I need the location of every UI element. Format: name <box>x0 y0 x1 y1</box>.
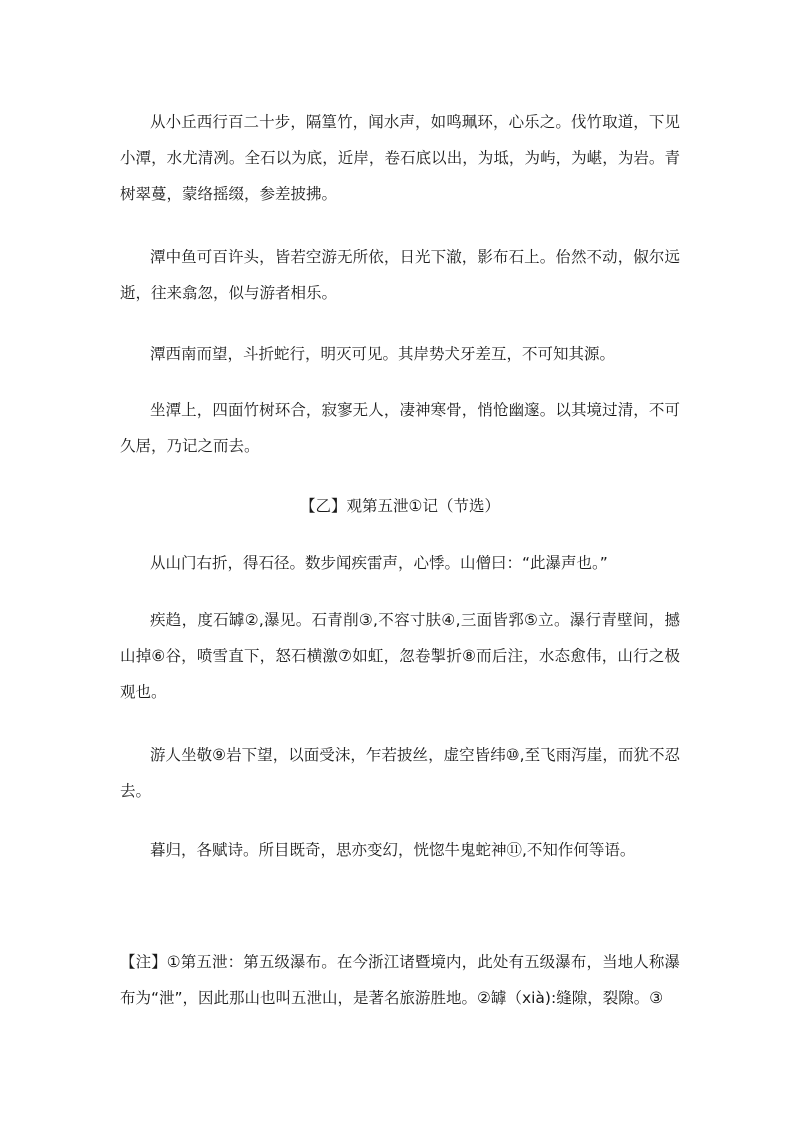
footnote: 【注】①第五泄：第五级瀑布。在今浙江诸暨境内，此处有五级瀑布，当地人称瀑布为“泄”，因此那山也叫五泄山，是著名旅游胜地。②罅（xià):缝隙，裂隙。③ <box>120 953 680 1007</box>
jia-paragraph-2: 潭中鱼可百许头，皆若空游无所依，日光下澈，影布石上。佁然不动，俶尔远逝，往来翕忽，似与游者相乐。 <box>120 248 680 302</box>
yi-paragraph-3: 游人坐敬⑨岩下望，以面受沫，乍若披丝，虚空皆纬⑩,至飞雨泻崖，而犹不忍去。 <box>120 746 680 800</box>
yi-paragraph-4: 暮归，各赋诗。所目既奇，思亦变幻，恍惚牛鬼蛇神⑪,不知作何等语。 <box>150 841 636 859</box>
jia-paragraph-3: 潭西南而望，斗折蛇行，明灭可见。其岸势犬牙差互，不可知其源。 <box>150 345 616 363</box>
yi-paragraph-1: 从山门右折，得石径。数步闻疾雷声，心悸。山僧曰：“此瀑声也。” <box>150 554 608 572</box>
jia-paragraph-1: 从小丘西行百二十步，隔篁竹，闻水声，如鸣珮环，心乐之。伐竹取道，下见小潭，水尤清冽。全石以为底，近岸，卷石底以出，为坻，为屿，为嵁，为岩。青树翠蔓，蒙络摇缀，参差披拂。 <box>120 113 680 203</box>
yi-heading: 【乙】观第五泄①记（节选） <box>300 497 500 515</box>
jia-paragraph-4: 坐潭上，四面竹树环合，寂寥无人，凄神寒骨，悄怆幽邃。以其境过清，不可久居，乃记之而去。 <box>120 401 680 455</box>
yi-paragraph-2: 疾趋，度石罅②,瀑见。石青削③,不容寸肤④,三面皆郛⑤立。瀑行青壁间，撼山掉⑥谷，喷雪直下，怒石横激⑦如虹，忽卷掣折⑧而后注，水态愈伟，山行之极观也。 <box>120 611 680 701</box>
